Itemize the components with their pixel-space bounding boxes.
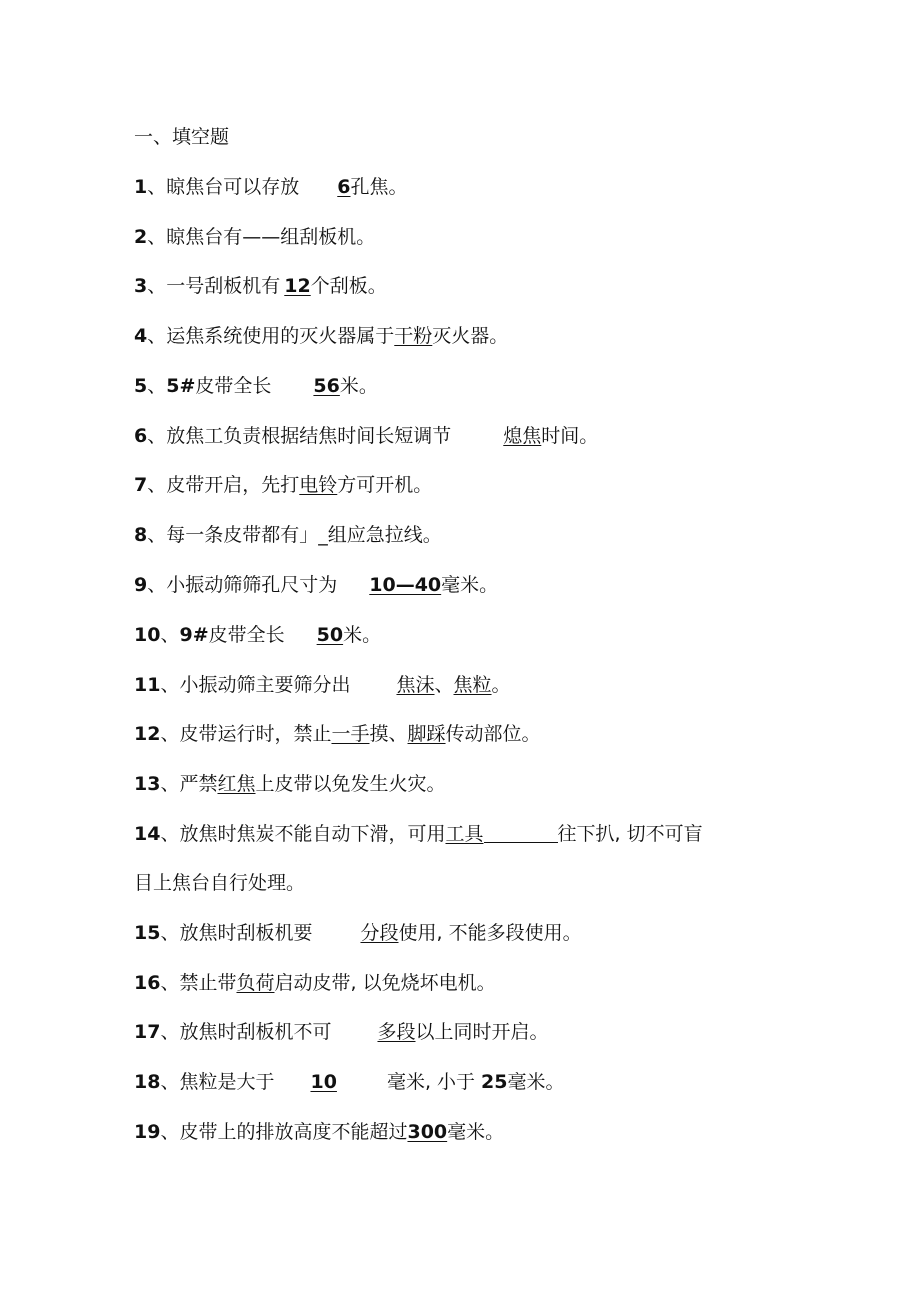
separator: 、 [160, 723, 180, 745]
question-1 [134, 172, 408, 202]
question-text: 毫米。 [507, 1071, 565, 1093]
question-text: 9# [179, 624, 209, 646]
question-text: 往下扒, 切不可盲 [557, 823, 703, 845]
separator: 、 [160, 972, 180, 994]
separator: 、 [160, 1021, 180, 1043]
question-number: 10 [134, 624, 161, 646]
question-number: 4 [134, 325, 148, 347]
question-text: 启动皮带, 以免烧坏电机。 [274, 972, 496, 994]
question-text: 晾焦台可以存放 [166, 176, 300, 198]
separator: 、 [147, 275, 167, 297]
question-19 [134, 1117, 504, 1147]
question-number: 3 [134, 275, 148, 297]
question-text: 毫米。 [447, 1121, 505, 1143]
question-text: 个刮板。 [310, 275, 387, 297]
answer-blank: 10—40 [369, 574, 442, 596]
separator: 、 [160, 823, 180, 845]
separator: 、 [147, 176, 167, 198]
question-15 [134, 918, 582, 948]
answer-blank: 56 [313, 375, 340, 397]
question-text: 上皮带以免发生火灾。 [255, 773, 446, 795]
question-text: 摸、 [369, 723, 408, 745]
question-text: 小振动筛筛孔尺寸为 [166, 574, 338, 596]
question-text: 方可开机。 [337, 474, 433, 496]
question-number: 13 [134, 773, 161, 795]
question-number: 2 [134, 226, 148, 248]
separator: 、 [160, 922, 180, 944]
question-text: 焦粒是大于 [179, 1071, 275, 1093]
answer-blank: 300 [407, 1121, 448, 1143]
question-text: 米。 [339, 375, 378, 397]
question-text: 目上焦台自行处理。 [134, 872, 306, 894]
answer-blank: 干粉 [394, 325, 433, 347]
question-text: 5# [166, 375, 196, 397]
answer-blank: 一手 [331, 723, 370, 745]
question-number: 9 [134, 574, 148, 596]
question-text: 小振动筛主要筛分出 [179, 674, 351, 696]
question-9 [134, 570, 498, 600]
separator: 、 [147, 226, 167, 248]
separator: 、 [160, 674, 180, 696]
question-number: 8 [134, 524, 148, 546]
question-text: 放焦时刮板机要 [179, 922, 313, 944]
question-text: 禁止带 [179, 972, 237, 994]
question-number: 6 [134, 425, 148, 447]
blank-underline [484, 841, 558, 843]
separator: 、 [147, 325, 167, 347]
question-text: 。 [491, 674, 511, 696]
answer-blank: 焦粒 [453, 674, 492, 696]
question-text: 以上同时开启。 [415, 1021, 549, 1043]
question-text: 皮带运行时，禁止 [179, 723, 332, 745]
question-text: 灭火器。 [432, 325, 509, 347]
section-title-text: 一、填空题 [134, 126, 230, 148]
question-number: 15 [134, 922, 161, 944]
question-text: 放焦工负责根据结焦时间长短调节 [166, 425, 452, 447]
question-14-continued [134, 868, 305, 898]
question-10 [134, 620, 381, 650]
question-text: 严禁 [179, 773, 218, 795]
question-11 [134, 670, 511, 700]
answer-blank: 电铃 [299, 474, 338, 496]
question-4 [134, 321, 508, 351]
question-text: 皮带全长 [195, 375, 272, 397]
question-text: 放焦时焦炭不能自动下滑，可用 [179, 823, 446, 845]
separator: 、 [147, 425, 167, 447]
separator: 、 [147, 524, 167, 546]
question-text: 晾焦台有——组刮板机。 [166, 226, 376, 248]
question-number: 19 [134, 1121, 161, 1143]
question-number: 12 [134, 723, 161, 745]
question-number: 18 [134, 1071, 161, 1093]
question-2 [134, 222, 375, 252]
separator: 、 [160, 624, 180, 646]
separator: 、 [160, 773, 180, 795]
question-number: 17 [134, 1021, 161, 1043]
question-16 [134, 968, 496, 998]
question-text: 孔焦。 [350, 176, 408, 198]
question-number: 16 [134, 972, 161, 994]
question-18 [134, 1067, 565, 1097]
question-text: 一号刮板机有 [166, 275, 281, 297]
answer-blank: 多段 [377, 1021, 416, 1043]
answer-blank: 熄焦 [503, 425, 542, 447]
question-3 [134, 271, 387, 301]
answer-blank: 12 [284, 275, 311, 297]
question-text: 运焦系统使用的灭火器属于 [166, 325, 395, 347]
question-text: 米。 [343, 624, 382, 646]
answer-blank: 10 [310, 1071, 337, 1093]
question-6 [134, 421, 598, 451]
answer-blank: 50 [316, 624, 344, 646]
question-17 [134, 1017, 549, 1047]
question-text: 传动部位。 [445, 723, 541, 745]
question-value: 25 [481, 1071, 508, 1093]
answer-blank: 脚踩 [407, 723, 446, 745]
question-text: 、 [434, 674, 454, 696]
question-number: 5 [134, 375, 148, 397]
separator: 、 [160, 1121, 180, 1143]
separator: 、 [147, 574, 167, 596]
question-number: 1 [134, 176, 148, 198]
question-7 [134, 470, 432, 500]
answer-blank: 工具 [445, 823, 484, 845]
separator: 、 [147, 375, 167, 397]
question-text: 放焦时刮板机不可 [179, 1021, 332, 1043]
question-text: 使用, 不能多段使用。 [398, 922, 582, 944]
question-text: 皮带全长 [208, 624, 285, 646]
question-number: 14 [134, 823, 161, 845]
section-title [134, 122, 229, 152]
separator: 、 [147, 474, 167, 496]
question-text: 每一条皮带都有」_组应急拉线。 [166, 524, 442, 546]
question-8 [134, 520, 442, 550]
question-number: 11 [134, 674, 161, 696]
question-13 [134, 769, 446, 799]
question-14 [134, 819, 703, 849]
answer-blank: 分段 [360, 922, 399, 944]
question-text: 时间。 [541, 425, 599, 447]
question-12 [134, 719, 541, 749]
question-text: 皮带开启，先打 [166, 474, 300, 496]
separator: 、 [160, 1071, 180, 1093]
answer-blank: 焦沫 [396, 674, 435, 696]
question-text: 皮带上的排放高度不能超过 [179, 1121, 408, 1143]
answer-blank: 6 [337, 176, 351, 198]
question-5 [134, 371, 378, 401]
question-text: 毫米, 小于 [386, 1071, 476, 1093]
answer-blank: 负荷 [236, 972, 275, 994]
question-text: 毫米。 [441, 574, 499, 596]
question-number: 7 [134, 474, 148, 496]
answer-blank: 红焦 [217, 773, 256, 795]
